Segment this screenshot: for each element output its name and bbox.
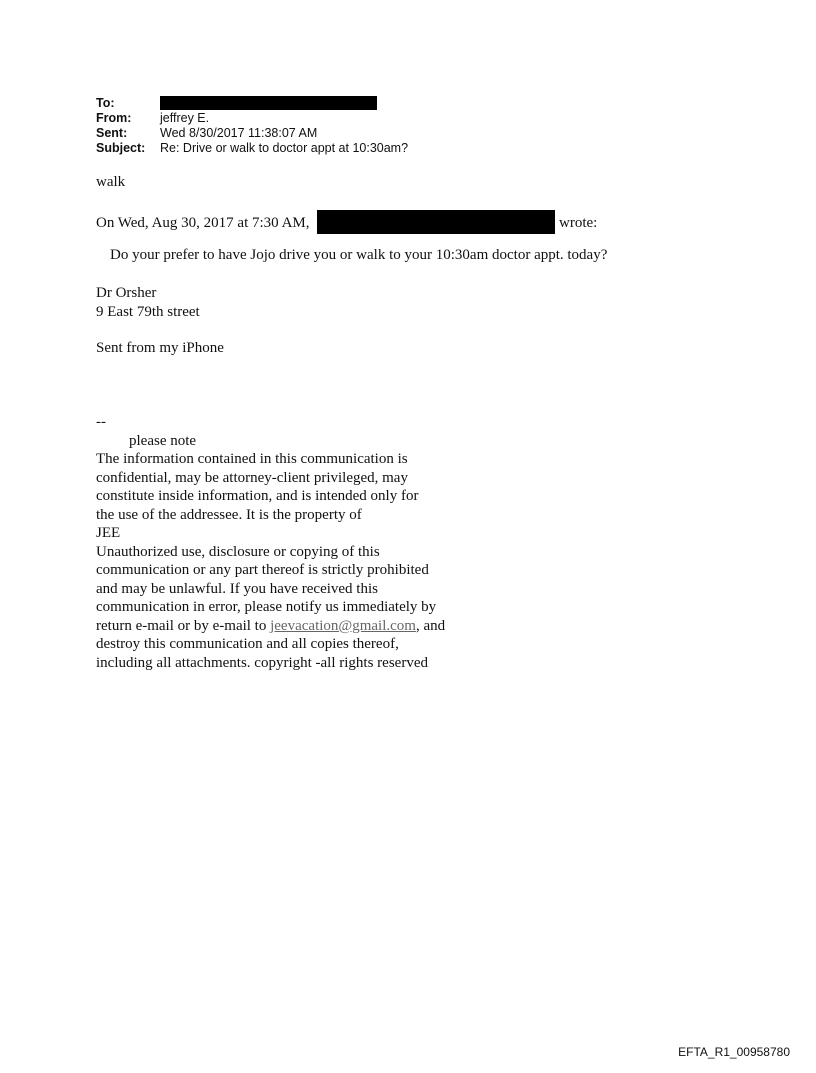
to-row	[96, 96, 408, 111]
subject-value: Re: Drive or walk to doctor appt at 10:30am?	[160, 141, 409, 155]
disclaimer-line: including all attachments. copyright -all rights reserved	[96, 654, 428, 671]
subject-label: Subject:	[96, 141, 146, 155]
quote-attribution	[96, 210, 597, 234]
please-note: please note	[129, 432, 197, 449]
disclaimer-line: constitute inside information, and is intended only for	[96, 488, 419, 504]
quote-suffix: wrote:	[559, 215, 598, 231]
redaction-bar	[160, 96, 377, 110]
from-value: jeffrey E.	[160, 111, 210, 125]
disclaimer-line: Unauthorized use, disclosure or copying of this	[96, 543, 380, 560]
disclaimer-line: communication or any part thereof is strictly prohibited	[96, 562, 429, 578]
email-header	[96, 96, 408, 156]
to-label: To:	[96, 96, 115, 110]
sent-label: Sent:	[96, 126, 128, 140]
email-line-suffix: , and	[415, 617, 446, 634]
sent-value: Wed 8/30/2017 11:38:07 AM	[160, 126, 318, 140]
disclaimer-footer	[96, 413, 476, 672]
from-label: From:	[96, 111, 132, 125]
signature-line: Dr Orsher	[96, 285, 157, 301]
signature-dashes: --	[96, 414, 106, 430]
signature-block	[96, 284, 200, 321]
disclaimer-line: communication in error, please notify us immediately by	[96, 599, 437, 615]
from-row	[96, 111, 408, 126]
disclaimer-line: JEE	[96, 525, 121, 541]
disclaimer-line: confidential, may be attorney-client privileged, may	[96, 469, 408, 486]
disclaimer-line: and may be unlawful. If you have received this	[96, 580, 378, 597]
sent-from-text: Sent from my iPhone	[96, 340, 224, 356]
reply-text: walk	[96, 174, 126, 190]
disclaimer-line: the use of the addressee. It is the property of	[96, 506, 362, 523]
redaction-bar	[317, 210, 555, 234]
disclaimer-line: The information contained in this communication is	[96, 451, 408, 467]
bates-number: EFTA_R1_00958780	[678, 1045, 790, 1059]
disclaimer-email-line	[96, 617, 476, 636]
email-line-prefix: return e-mail or by e-mail to	[96, 617, 267, 634]
quote-prefix: On Wed, Aug 30, 2017 at 7:30 AM,	[96, 215, 310, 231]
quoted-message: Do your prefer to have Jojo drive you or walk to your 10:30am doctor appt. today?	[110, 247, 608, 263]
subject-row	[96, 141, 408, 156]
signature-line: 9 East 79th street	[96, 303, 200, 320]
disclaimer-line: destroy this communication and all copies thereof,	[96, 636, 399, 652]
sent-row	[96, 126, 408, 141]
email-link[interactable]: jeevacation@gmail.com	[270, 617, 416, 634]
